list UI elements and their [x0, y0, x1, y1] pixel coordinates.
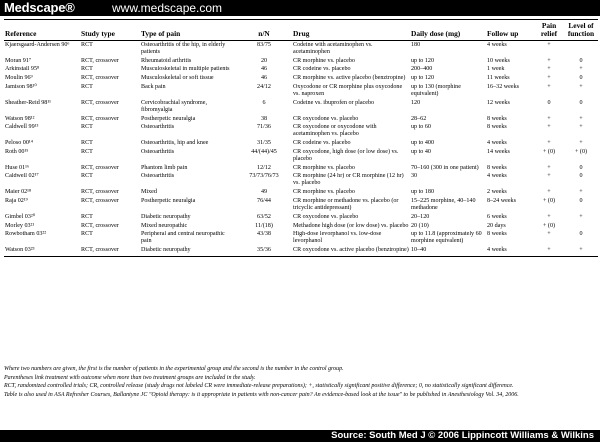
- table-cell: 8 weeks: [487, 164, 507, 171]
- table-cell: 38: [260, 115, 268, 122]
- table-cell: 20: [260, 57, 268, 64]
- column-header: Type of pain: [140, 20, 236, 41]
- table-row: [4, 41, 598, 57]
- table-cell: CR oxycodone vs. active placebo (benztropine): [292, 246, 410, 256]
- table-cell: Osteoarthritis of the hip, in elderly patients: [141, 41, 226, 55]
- table-cell: +: [547, 57, 551, 64]
- site-url-link[interactable]: www.medscape.com: [112, 1, 223, 15]
- table-cell: 43/38: [257, 231, 271, 238]
- table-cell: + (0): [542, 222, 556, 229]
- table-cell: Sheather-Reid 98¹¹: [5, 99, 52, 106]
- table-cell: up to 60: [411, 124, 431, 131]
- table-cell: 4 weeks: [487, 140, 507, 147]
- table-cell: Watson 03²³: [4, 246, 80, 256]
- table-cell: Rheumatoid arthritis: [141, 57, 192, 64]
- footnote: Where two numbers are given, the first is the number of patients in the experimental group and the second is the number in the control group.: [4, 366, 344, 372]
- table-cell: 46: [260, 66, 268, 73]
- table-cell: CR oxycodone or oxycodone with acetaminophen vs. placebo: [293, 124, 377, 138]
- table-cell: CR morphine vs. placebo: [293, 57, 355, 64]
- table-cell: 63/52: [257, 213, 271, 220]
- table-cell: Caldwell 02¹⁷: [5, 173, 39, 180]
- table-cell: 16–32 weeks: [487, 84, 519, 91]
- table-cell: 31/35: [257, 140, 271, 147]
- table-cell: Phantom limb pain: [141, 164, 188, 171]
- table-cell: Osteoarthritis: [141, 148, 175, 155]
- table-row: [4, 139, 598, 148]
- table-cell: High-dose levorphanol vs. low-dose levorphanol: [293, 231, 382, 245]
- table-cell: +: [547, 115, 551, 122]
- medscape-logo[interactable]: Medscape®: [4, 0, 75, 15]
- table-header-row: [4, 20, 598, 41]
- table-cell: 12 weeks: [487, 99, 510, 106]
- table-row: [4, 188, 598, 197]
- table-cell: 73/73/76/73: [249, 173, 279, 180]
- table-cell: +: [547, 140, 551, 147]
- table-cell: + (0): [542, 148, 556, 155]
- table-cell: 20–120: [411, 213, 430, 220]
- table-cell: Methadone high dose (or low dose) vs. placebo: [293, 222, 409, 229]
- table-cell: Kjaersgaard-Andersen 90⁶: [5, 41, 70, 48]
- table-cell: 11/(18): [255, 222, 273, 229]
- table-cell: 71/36: [257, 124, 271, 131]
- column-header: Study type: [80, 20, 140, 41]
- table-cell: 28–62: [411, 115, 427, 122]
- table-cell: Postherpetic neuralgia: [141, 115, 196, 122]
- table-cell: +: [579, 115, 583, 122]
- table-cell: 20 (10): [411, 222, 429, 229]
- table-cell: 12/12: [257, 164, 271, 171]
- table-cell: RCT: [81, 124, 93, 131]
- table-cell: 4 weeks: [487, 41, 507, 48]
- table-cell: 6 weeks: [487, 213, 507, 220]
- table-cell: 0: [579, 198, 583, 205]
- table-cell: Diabetic neuropathy: [140, 246, 236, 256]
- table-cell: up to 120: [411, 57, 435, 64]
- table-cell: Peloso 00¹⁴: [5, 140, 33, 147]
- table-cell: Codeine vs. ibuprofen or placebo: [293, 99, 375, 106]
- table-cell: RCT: [81, 41, 93, 48]
- table-cell: Roth 00¹⁵: [5, 148, 29, 155]
- table-cell: [564, 41, 598, 57]
- table-cell: Osteoarthritis: [141, 124, 175, 131]
- table-cell: Musculoskeletal or soft tissue: [141, 75, 214, 82]
- table-cell: Osteoarthritis: [141, 173, 175, 180]
- table-cell: 200–400: [411, 66, 433, 73]
- table-cell: 10 weeks: [487, 57, 510, 64]
- table-body: [4, 41, 598, 257]
- column-header: Daily dose (mg): [410, 20, 486, 41]
- table-cell: Morley 03²¹: [5, 222, 35, 229]
- table-cell: +: [579, 189, 583, 196]
- table-cell: +: [579, 66, 583, 73]
- table-cell: +: [547, 231, 551, 238]
- table-cell: 8 weeks: [487, 115, 507, 122]
- table-cell: RCT, crossover: [81, 222, 119, 229]
- table-cell: Arkinstall 95⁸: [5, 66, 40, 73]
- table-cell: 10–40: [410, 246, 486, 256]
- table-cell: 4 weeks: [486, 246, 534, 256]
- source-credit: Source: South Med J © 2006 Lippincott Williams & Wilkins: [331, 430, 594, 441]
- table-row: [4, 148, 598, 164]
- table-cell: 2 weeks: [487, 189, 507, 196]
- table-cell: 0: [547, 99, 551, 106]
- table-cell: Gimbel 03²⁰: [5, 213, 36, 220]
- table-cell: CR morphine (24 hr) or CR morphine (12 hr) vs. placebo: [293, 173, 404, 187]
- table-cell: 8 weeks: [487, 124, 507, 131]
- table-cell: 8–24 weeks: [487, 198, 516, 205]
- table-cell: 8 weeks: [487, 231, 507, 238]
- table-row: [4, 213, 598, 222]
- table-cell: 0: [579, 57, 583, 64]
- table-row: [4, 197, 598, 213]
- table-cell: 0: [579, 75, 583, 82]
- table-cell: +: [547, 164, 551, 171]
- table-row: [4, 83, 598, 99]
- table-row: [4, 173, 598, 189]
- table-row: [4, 115, 598, 124]
- table-cell: 30: [411, 173, 418, 180]
- table-cell: +: [547, 66, 551, 73]
- table-cell: Codeine with acetaminophen vs. acetaminophen: [293, 41, 373, 55]
- table-cell: Jamison 98¹⁰: [5, 84, 37, 91]
- table-cell: Diabetic neuropathy: [141, 213, 191, 220]
- table-cell: up to 40: [411, 148, 431, 155]
- table-cell: 0: [579, 164, 583, 171]
- table-cell: up to 11.8 (approximately 60 morphine equivalent): [411, 231, 482, 245]
- table-cell: 24/12: [257, 84, 271, 91]
- table-cell: 70–160 (300 in one patient): [411, 164, 479, 171]
- table-cell: Raja 02¹⁹: [5, 198, 28, 205]
- table-cell: +: [547, 75, 551, 82]
- table-cell: 120: [411, 99, 421, 106]
- table-cell: 20 days: [487, 222, 506, 229]
- table-cell: Rowbotham 03²²: [5, 231, 47, 238]
- table-row: [4, 164, 598, 173]
- table-cell: Oxycodone or CR morphine plus oxycodone vs. naproxen: [293, 84, 403, 98]
- table-row: [4, 222, 598, 231]
- table-cell: Maier 02¹⁸: [5, 189, 32, 196]
- table-cell: up to 130 (morphine equivalent): [411, 84, 461, 98]
- table-cell: Peripheral and central neuropathic pain: [141, 231, 225, 245]
- table-cell: 76/44: [257, 198, 271, 205]
- footnote: Parentheses link treatment with outcome when more than two treatment groups are included in the study.: [4, 374, 256, 381]
- column-header: Drug: [292, 20, 410, 41]
- table-cell: +: [547, 124, 551, 131]
- table-cell: Osteoarthritis, hip and knee: [141, 140, 209, 147]
- table-cell: +: [579, 124, 583, 131]
- table-row: [4, 74, 598, 83]
- table-cell: Moulin 96⁹: [5, 75, 33, 82]
- table-cell: 49: [260, 189, 268, 196]
- table-cell: 44/(44)/45: [251, 148, 277, 155]
- table-footnotes: [4, 366, 598, 400]
- table-cell: +: [547, 189, 551, 196]
- table-cell: 4 weeks: [487, 173, 507, 180]
- header-bar: [0, 0, 600, 16]
- table-row: [4, 99, 598, 115]
- table-cell: +: [579, 213, 583, 220]
- table-cell: RCT: [81, 84, 93, 91]
- table-cell: 0: [579, 173, 583, 180]
- table-cell: RCT, crossover: [81, 57, 119, 64]
- column-header: Follow up: [486, 20, 534, 41]
- table-cell: 15–225 morphine, 40–140 methadone: [411, 198, 476, 212]
- table-cell: Caldwell 99¹³: [5, 124, 39, 131]
- table-cell: Moran 91⁷: [5, 57, 31, 64]
- table-cell: +: [547, 41, 551, 48]
- table-cell: 11 weeks: [487, 75, 510, 82]
- table-cell: RCT: [81, 148, 93, 155]
- table-row: [4, 57, 598, 66]
- table-cell: Back pain: [141, 84, 166, 91]
- table-cell: RCT: [81, 173, 93, 180]
- table-cell: +: [547, 213, 551, 220]
- table-cell: CR codeine vs. placebo: [293, 140, 351, 147]
- table-cell: CR oxycodone, high dose (or low dose) vs. placebo: [293, 148, 399, 162]
- table-cell: + (0): [574, 148, 588, 155]
- table-cell: RCT: [81, 231, 93, 238]
- table-cell: Huse 01¹⁶: [5, 164, 30, 171]
- table-cell: +: [534, 246, 564, 256]
- table-cell: Watson 98¹²: [5, 115, 35, 122]
- table-cell: up to 180: [411, 189, 435, 196]
- table-cell: + (0): [542, 198, 556, 205]
- table-cell: +: [579, 140, 583, 147]
- footnote: Table is also used in ASA Refresher Courses, Ballantyne JC "Opioid therapy: is it appropriate in patients with non-cancer pain? An evidence-based look at the issue" to be published in Anesthesiology Vol. 34, 2006.: [4, 391, 519, 398]
- column-header: n/N: [236, 20, 292, 41]
- table-cell: 6: [262, 99, 266, 106]
- table-cell: 0: [579, 231, 583, 238]
- table-cell: RCT: [81, 213, 93, 220]
- table-cell: CR codeine vs. placebo: [293, 66, 351, 73]
- table-cell: Cervicobrachial syndrome, fibromyalgia: [141, 99, 207, 113]
- table-cell: RCT, crossover: [81, 99, 119, 106]
- table-row: [4, 123, 598, 139]
- table-cell: RCT: [81, 66, 93, 73]
- table-cell: 14 weeks: [487, 148, 510, 155]
- table-cell: [564, 222, 598, 231]
- table-cell: CR oxycodone vs. placebo: [293, 213, 359, 220]
- table-cell: CR morphine or methadone vs. placebo (or tricyclic antidepressant): [293, 198, 399, 212]
- table-cell: CR morphine vs. placebo: [293, 164, 355, 171]
- table-row: [4, 246, 598, 256]
- table-cell: CR morphine vs. active placebo (benztropine): [293, 75, 406, 82]
- table-row: [4, 231, 598, 247]
- table-cell: +: [564, 246, 598, 256]
- table-cell: RCT: [81, 140, 93, 147]
- table-cell: +: [579, 84, 583, 91]
- table-cell: RCT, crossover: [80, 246, 140, 256]
- table-cell: up to 400: [411, 140, 435, 147]
- table-cell: +: [547, 84, 551, 91]
- table-cell: Postherpetic neuralgia: [141, 198, 196, 205]
- table-cell: CR oxycodone vs. placebo: [293, 115, 359, 122]
- table-cell: RCT, crossover: [81, 75, 119, 82]
- column-header: Level of function: [564, 20, 598, 41]
- table-cell: Musculoskeletal in multiple patients: [141, 66, 230, 73]
- table-cell: Mixed: [141, 189, 157, 196]
- table-cell: RCT, crossover: [81, 189, 119, 196]
- column-header: Pain relief: [534, 20, 564, 41]
- table-cell: 46: [260, 75, 268, 82]
- table-cell: 180: [411, 41, 421, 48]
- table-cell: Mixed neuropathic: [141, 222, 188, 229]
- table-cell: up to 120: [411, 75, 435, 82]
- table-cell: CR morphine vs. placebo: [293, 189, 355, 196]
- footnote: RCT, randomized controlled trials; CR, controlled release (study drugs not labeled CR were immediate-release preparations); +, statistically significant positive difference; 0, no statistically significant difference.: [4, 383, 514, 390]
- table-cell: RCT, crossover: [81, 115, 119, 122]
- opioid-trials-table: [4, 19, 598, 257]
- table-cell: 1 week: [487, 66, 505, 73]
- table-cell: 35/36: [236, 246, 292, 256]
- table-cell: 83/75: [257, 41, 271, 48]
- column-header: Reference: [4, 20, 80, 41]
- table-row: [4, 66, 598, 75]
- table-cell: RCT, crossover: [81, 198, 119, 205]
- table-cell: +: [547, 173, 551, 180]
- table-cell: 0: [579, 99, 583, 106]
- footer-bar: [0, 430, 600, 442]
- table-cell: RCT, crossover: [81, 164, 119, 171]
